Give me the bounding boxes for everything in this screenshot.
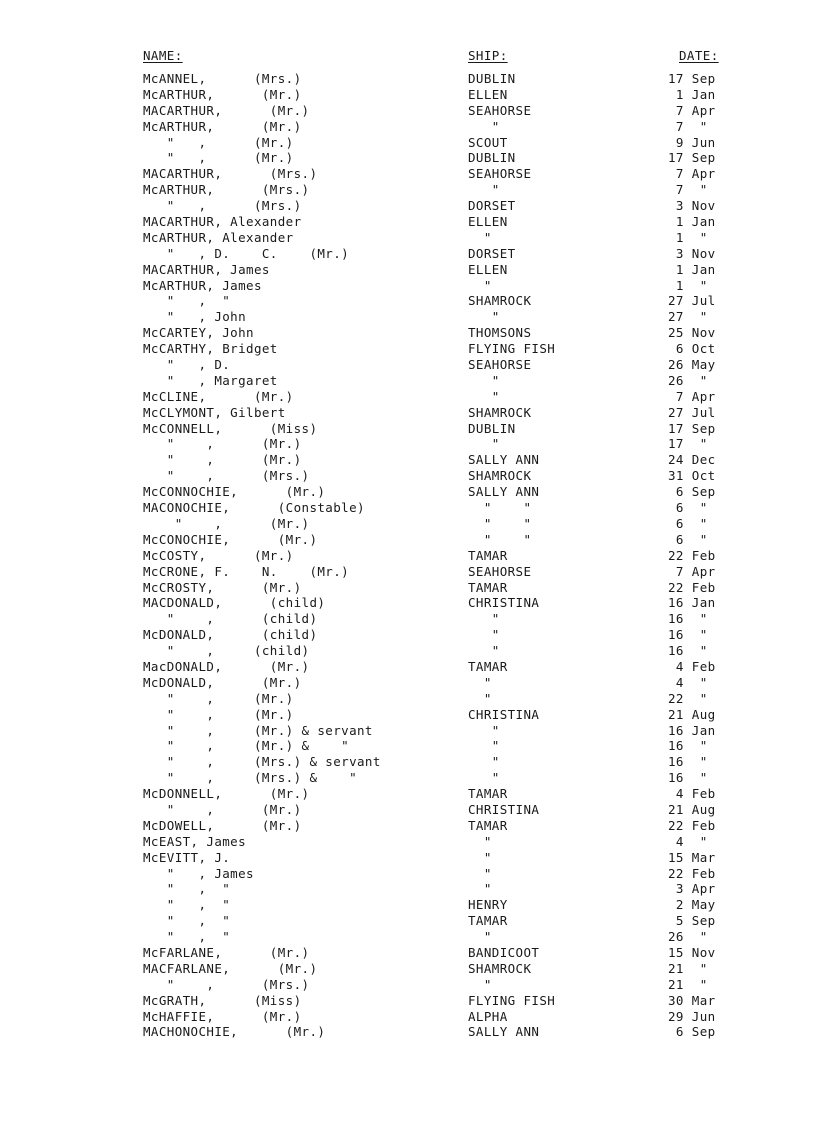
- ship-name: ALPHA: [468, 1008, 508, 1024]
- arrival-date: 16 ": [668, 770, 708, 786]
- ship-name: ": [468, 865, 492, 881]
- list-row: [0, 691, 816, 707]
- list-row: [0, 770, 816, 786]
- passenger-name: McGRATH, (Miss): [143, 992, 302, 1008]
- arrival-date: 3 Apr: [668, 881, 716, 897]
- ship-name: SHAMROCK: [468, 960, 532, 976]
- list-row: [0, 71, 816, 87]
- passenger-name: McDONALD, (child): [143, 627, 318, 643]
- arrival-date: 7 ": [668, 182, 708, 198]
- ship-name: THOMSONS: [468, 325, 532, 341]
- passenger-name: McARTHUR, (Mrs.): [143, 182, 310, 198]
- ship-name: ": [468, 929, 492, 945]
- ship-name: SEAHORSE: [468, 102, 532, 118]
- arrival-date: 17 Sep: [668, 420, 716, 436]
- list-row: [0, 913, 816, 929]
- arrival-date: 15 Nov: [668, 944, 716, 960]
- passenger-name: McARTHUR, (Mr.): [143, 118, 302, 134]
- list-row: [0, 198, 816, 214]
- ship-name: ": [468, 436, 500, 452]
- passenger-name: " , D.: [143, 357, 231, 373]
- ship-name: ": [468, 833, 492, 849]
- list-row: [0, 452, 816, 468]
- ship-name: BANDICOOT: [468, 944, 540, 960]
- list-row: [0, 389, 816, 405]
- list-row: [0, 500, 816, 516]
- list-row: [0, 897, 816, 913]
- arrival-date: 21 ": [668, 960, 708, 976]
- list-row: [0, 977, 816, 993]
- arrival-date: 1 Jan: [668, 261, 716, 277]
- arrival-date: 7 Apr: [668, 388, 716, 404]
- list-row: [0, 262, 816, 278]
- list-row: [0, 87, 816, 103]
- ship-name: SEAHORSE: [468, 357, 532, 373]
- list-row: [0, 135, 816, 151]
- passenger-name: McARTHUR, Alexander: [143, 229, 294, 245]
- ship-name: SHAMROCK: [468, 293, 532, 309]
- list-row: [0, 421, 816, 437]
- ship-name: ": [468, 674, 492, 690]
- passenger-name: McEAST, James: [143, 833, 247, 849]
- list-row: [0, 468, 816, 484]
- ship-name: TAMAR: [468, 658, 508, 674]
- passenger-name: " , (Mr.): [143, 801, 302, 817]
- list-row: [0, 516, 816, 532]
- passenger-name: " , John: [143, 309, 247, 325]
- ship-name: ": [468, 770, 500, 786]
- list-row: [0, 627, 816, 643]
- ship-name: ": [468, 229, 492, 245]
- list-row: [0, 881, 816, 897]
- arrival-date: 6 ": [668, 515, 708, 531]
- passenger-name: " , D. C. (Mr.): [143, 245, 350, 261]
- ship-name: TAMAR: [468, 786, 508, 802]
- arrival-date: 22 Feb: [668, 579, 716, 595]
- name-column-header: NAME:: [143, 48, 183, 63]
- arrival-date: 22 Feb: [668, 817, 716, 833]
- arrival-date: 29 Jun: [668, 1008, 716, 1024]
- ship-name: DORSET: [468, 198, 516, 214]
- arrival-date: 16 ": [668, 738, 708, 754]
- ship-name: FLYING FISH: [468, 341, 556, 357]
- passenger-name: " , ": [143, 897, 231, 913]
- list-row: [0, 293, 816, 309]
- passenger-name: McCONNELL, (Miss): [143, 420, 318, 436]
- list-row: [0, 278, 816, 294]
- list-row: [0, 484, 816, 500]
- passenger-name: McCOSTY, (Mr.): [143, 547, 294, 563]
- passenger-name: " , (Mr.): [143, 134, 294, 150]
- ship-name: SHAMROCK: [468, 404, 532, 420]
- ship-name: ": [468, 643, 500, 659]
- passenger-name: " , (Mr.) & servant: [143, 722, 373, 738]
- ship-name: ": [468, 118, 500, 134]
- arrival-date: 16 ": [668, 611, 708, 627]
- ship-name: " ": [468, 531, 532, 547]
- list-row: [0, 786, 816, 802]
- list-row: [0, 675, 816, 691]
- passenger-name: McHAFFIE, (Mr.): [143, 1008, 302, 1024]
- list-row: [0, 580, 816, 596]
- list-row: [0, 929, 816, 945]
- ship-name: ": [468, 277, 492, 293]
- passenger-name: " , (Mr.): [143, 690, 294, 706]
- passenger-name: " , (Mr.) & ": [143, 738, 350, 754]
- ship-name: ": [468, 849, 492, 865]
- list-row: [0, 754, 816, 770]
- ship-name: ": [468, 976, 492, 992]
- arrival-date: 22 Feb: [668, 547, 716, 563]
- list-row: [0, 802, 816, 818]
- arrival-date: 1 Jan: [668, 214, 716, 230]
- ship-name: " ": [468, 500, 532, 516]
- list-row: [0, 1024, 816, 1040]
- list-row: [0, 373, 816, 389]
- passenger-name: McCLYMONT, Gilbert: [143, 404, 286, 420]
- passenger-name: " , (Mr.): [143, 150, 294, 166]
- arrival-date: 17 Sep: [668, 150, 716, 166]
- arrival-date: 21 Aug: [668, 801, 716, 817]
- ship-name: DUBLIN: [468, 420, 516, 436]
- passenger-name: MACARTHUR, (Mrs.): [143, 166, 318, 182]
- arrival-date: 6 Oct: [668, 341, 716, 357]
- ship-name: ": [468, 881, 492, 897]
- passenger-name: " , (Mr.): [143, 706, 294, 722]
- arrival-date: 26 May: [668, 357, 716, 373]
- arrival-date: 4 ": [668, 833, 708, 849]
- list-row: [0, 436, 816, 452]
- passenger-name: " , (Mrs.): [143, 976, 310, 992]
- arrival-date: 24 Dec: [668, 452, 716, 468]
- list-row: [0, 405, 816, 421]
- arrival-date: 16 ": [668, 754, 708, 770]
- ship-name: ": [468, 722, 500, 738]
- list-row: [0, 595, 816, 611]
- passenger-name: McANNEL, (Mrs.): [143, 71, 302, 86]
- arrival-date: 4 ": [668, 674, 708, 690]
- arrival-date: 22 ": [668, 690, 708, 706]
- list-row: [0, 309, 816, 325]
- passenger-name: " , (Mrs.): [143, 468, 310, 484]
- list-row: [0, 818, 816, 834]
- arrival-date: 30 Mar: [668, 992, 716, 1008]
- arrival-date: 6 Sep: [668, 484, 716, 500]
- passenger-name: " , James: [143, 865, 254, 881]
- list-row: [0, 532, 816, 548]
- arrival-date: 6 Sep: [668, 1024, 716, 1040]
- ship-name: ELLEN: [468, 86, 508, 102]
- ship-name: ": [468, 611, 500, 627]
- passenger-name: " , ": [143, 293, 231, 309]
- passenger-name: McDONNELL, (Mr.): [143, 786, 310, 802]
- arrival-date: 16 Jan: [668, 722, 716, 738]
- list-row: [0, 707, 816, 723]
- passenger-name: McEVITT, J.: [143, 849, 231, 865]
- ship-name: CHRISTINA: [468, 801, 540, 817]
- passenger-name: " , (Mrs.): [143, 198, 302, 214]
- list-row: [0, 1009, 816, 1025]
- list-row: [0, 945, 816, 961]
- passenger-name: McDOWELL, (Mr.): [143, 817, 302, 833]
- date-column-header: DATE:: [679, 48, 719, 63]
- arrival-date: 26 ": [668, 929, 708, 945]
- passenger-name: " , (Mr.): [143, 436, 302, 452]
- ship-column-header: SHIP:: [468, 48, 508, 63]
- list-row: [0, 850, 816, 866]
- passenger-name: McCARTEY, John: [143, 325, 254, 341]
- passenger-name: McFARLANE, (Mr.): [143, 944, 310, 960]
- ship-name: ": [468, 754, 500, 770]
- arrival-date: 7 Apr: [668, 166, 716, 182]
- passenger-name: " , (Mr.): [143, 515, 310, 531]
- list-row: [0, 230, 816, 246]
- list-row: [0, 246, 816, 262]
- ship-name: SCOUT: [468, 134, 508, 150]
- arrival-date: 7 ": [668, 118, 708, 134]
- list-row: [0, 993, 816, 1009]
- arrival-date: 17 Sep: [668, 71, 716, 86]
- list-row: [0, 182, 816, 198]
- arrival-date: 16 ": [668, 627, 708, 643]
- passenger-name: " , Margaret: [143, 372, 278, 388]
- arrival-date: 27 Jul: [668, 404, 716, 420]
- list-row: [0, 548, 816, 564]
- passenger-name: " , (Mrs.) & servant: [143, 754, 381, 770]
- ship-name: ": [468, 372, 500, 388]
- list-row: [0, 738, 816, 754]
- arrival-date: 22 Feb: [668, 865, 716, 881]
- passenger-name: " , (Mrs.) & ": [143, 770, 357, 786]
- passenger-name: McCONOCHIE, (Mr.): [143, 531, 318, 547]
- ship-name: SALLY ANN: [468, 452, 540, 468]
- passenger-name: McCLINE, (Mr.): [143, 388, 294, 404]
- passenger-name: McARTHUR, James: [143, 277, 262, 293]
- list-row: [0, 119, 816, 135]
- list-row: [0, 611, 816, 627]
- arrival-date: 17 ": [668, 436, 708, 452]
- ship-name: ": [468, 690, 492, 706]
- list-row: [0, 150, 816, 166]
- ship-name: SEAHORSE: [468, 563, 532, 579]
- arrival-date: 6 ": [668, 500, 708, 516]
- ship-name: CHRISTINA: [468, 706, 540, 722]
- arrival-date: 15 Mar: [668, 849, 716, 865]
- ship-name: TAMAR: [468, 913, 508, 929]
- passenger-name: " , ": [143, 929, 231, 945]
- passenger-name: McCRONE, F. N. (Mr.): [143, 563, 350, 579]
- list-row: [0, 357, 816, 373]
- ship-name: DORSET: [468, 245, 516, 261]
- ship-name: TAMAR: [468, 579, 508, 595]
- ship-name: DUBLIN: [468, 71, 516, 86]
- arrival-date: 27 ": [668, 309, 708, 325]
- ship-name: TAMAR: [468, 817, 508, 833]
- arrival-date: 3 Nov: [668, 245, 716, 261]
- list-row: [0, 834, 816, 850]
- passenger-name: MacDONALD, (Mr.): [143, 658, 310, 674]
- passenger-name: McARTHUR, (Mr.): [143, 86, 302, 102]
- passenger-name: MACARTHUR, (Mr.): [143, 102, 310, 118]
- arrival-date: 1 Jan: [668, 86, 716, 102]
- ship-name: ": [468, 388, 500, 404]
- arrival-date: 21 ": [668, 976, 708, 992]
- list-row: [0, 723, 816, 739]
- passenger-name: MACDONALD, (child): [143, 595, 326, 611]
- list-row: [0, 325, 816, 341]
- ship-name: ": [468, 182, 500, 198]
- ship-name: SALLY ANN: [468, 484, 540, 500]
- ship-name: SALLY ANN: [468, 1024, 540, 1040]
- arrival-date: 16 Jan: [668, 595, 716, 611]
- passenger-name: MACONOCHIE, (Constable): [143, 500, 365, 516]
- ship-name: ELLEN: [468, 261, 508, 277]
- list-row: [0, 214, 816, 230]
- passenger-name: " , ": [143, 881, 231, 897]
- passenger-name: " , ": [143, 913, 231, 929]
- arrival-date: 3 Nov: [668, 198, 716, 214]
- list-row: [0, 341, 816, 357]
- list-row: [0, 866, 816, 882]
- arrival-date: 6 ": [668, 531, 708, 547]
- list-row: [0, 643, 816, 659]
- list-row: [0, 961, 816, 977]
- passenger-name: MACARTHUR, Alexander: [143, 214, 302, 230]
- arrival-date: 1 ": [668, 277, 708, 293]
- arrival-date: 27 Jul: [668, 293, 716, 309]
- arrival-date: 7 Apr: [668, 102, 716, 118]
- passenger-name: MACHONOCHIE, (Mr.): [143, 1024, 326, 1040]
- ship-name: ": [468, 309, 500, 325]
- arrival-date: 1 ": [668, 229, 708, 245]
- arrival-date: 21 Aug: [668, 706, 716, 722]
- arrival-date: 5 Sep: [668, 913, 716, 929]
- ship-name: ": [468, 627, 500, 643]
- ship-name: " ": [468, 515, 532, 531]
- arrival-date: 7 Apr: [668, 563, 716, 579]
- passenger-name: " , (Mr.): [143, 452, 302, 468]
- ship-name: DUBLIN: [468, 150, 516, 166]
- arrival-date: 25 Nov: [668, 325, 716, 341]
- passenger-name: MACFARLANE, (Mr.): [143, 960, 318, 976]
- arrival-date: 4 Feb: [668, 658, 716, 674]
- passenger-name: McCONNOCHIE, (Mr.): [143, 484, 326, 500]
- arrival-date: 31 Oct: [668, 468, 716, 484]
- ship-name: HENRY: [468, 897, 508, 913]
- list-row: [0, 659, 816, 675]
- list-row: [0, 564, 816, 580]
- ship-name: ELLEN: [468, 214, 508, 230]
- passenger-name: " , (child): [143, 611, 318, 627]
- passenger-name: McCROSTY, (Mr.): [143, 579, 302, 595]
- ship-name: SHAMROCK: [468, 468, 532, 484]
- ship-name: ": [468, 738, 500, 754]
- ship-name: SEAHORSE: [468, 166, 532, 182]
- list-row: [0, 103, 816, 119]
- list-row: [0, 166, 816, 182]
- arrival-date: 4 Feb: [668, 786, 716, 802]
- ship-name: TAMAR: [468, 547, 508, 563]
- passenger-list: [0, 71, 816, 1040]
- ship-name: FLYING FISH: [468, 992, 556, 1008]
- arrival-date: 9 Jun: [668, 134, 716, 150]
- ship-name: CHRISTINA: [468, 595, 540, 611]
- passenger-name: MACARTHUR, James: [143, 261, 270, 277]
- arrival-date: 26 ": [668, 372, 708, 388]
- passenger-name: " , (child): [143, 643, 310, 659]
- passenger-name: McCARTHY, Bridget: [143, 341, 278, 357]
- arrival-date: 16 ": [668, 643, 708, 659]
- arrival-date: 2 May: [668, 897, 716, 913]
- passenger-name: McDONALD, (Mr.): [143, 674, 302, 690]
